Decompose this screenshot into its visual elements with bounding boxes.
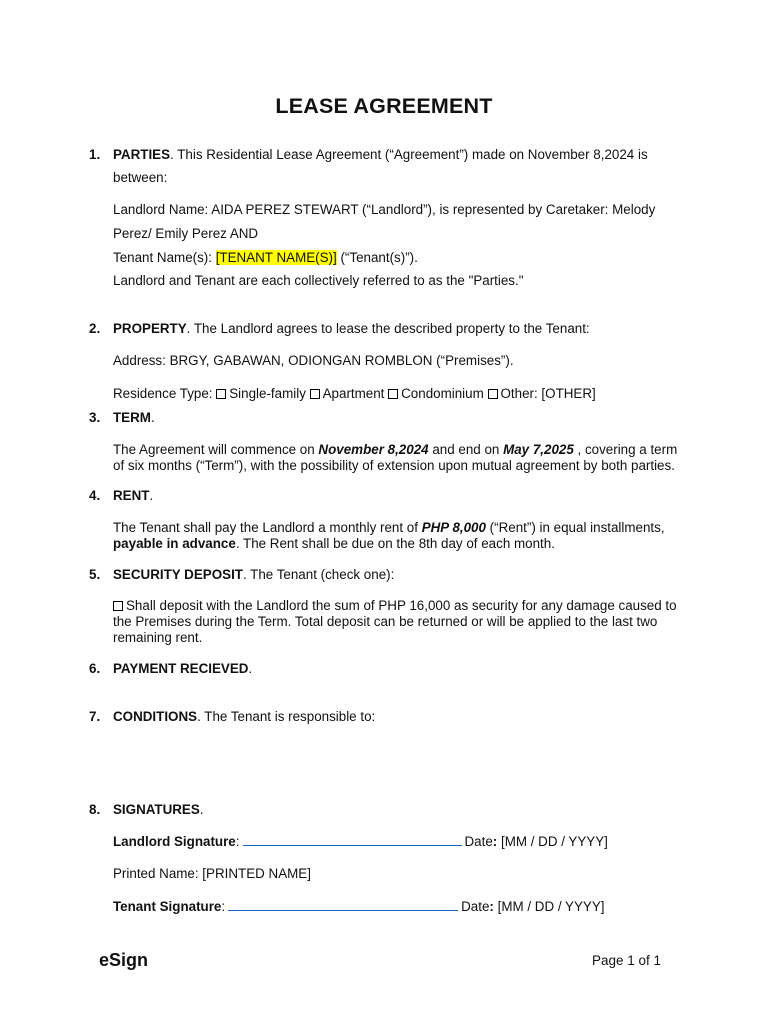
tenant-name-line	[113, 250, 418, 265]
landlord-date-value[interactable]: [MM / DD / YYYY]	[497, 834, 608, 849]
document-title: LEASE AGREEMENT	[275, 94, 493, 118]
payment-heading-row	[113, 661, 252, 676]
heading-dot: .	[150, 410, 155, 425]
rent-text: (“Rent”) in equal installments,	[485, 520, 665, 535]
tenant-signature-line[interactable]	[228, 909, 458, 911]
parties-intro-cont: between:	[113, 170, 168, 185]
rent-text: The Tenant shall pay the Landlord a monthly rent of	[113, 520, 422, 535]
term-text: , covering a term	[573, 442, 678, 457]
rent-advance: payable in advance	[113, 536, 236, 551]
checkbox-icon[interactable]	[388, 389, 398, 399]
tenant-name-placeholder[interactable]: [TENANT NAME(S)]	[215, 250, 337, 265]
rent-amount: PHP 8,000	[421, 520, 486, 535]
rent-heading-row	[113, 488, 153, 503]
deposit-text: Shall deposit with the Landlord the sum of PHP 16,000 as security for any damage caused to	[126, 598, 677, 613]
term-text: and end on	[428, 442, 504, 457]
term-end-date: May 7,2025	[503, 442, 574, 457]
section-number: 2.	[89, 321, 101, 336]
rent-text-line1	[113, 520, 665, 535]
section-heading: SIGNATURES	[113, 802, 200, 817]
section-heading: TERM	[113, 410, 151, 425]
residence-type-label: Residence Type:	[113, 386, 217, 401]
rent-text: . The Rent shall be due on the 8th day of each month.	[235, 536, 555, 551]
heading-dot: .	[248, 661, 253, 676]
deposit-intro-text: . The Tenant (check one):	[242, 567, 395, 582]
checkbox-icon[interactable]	[216, 389, 226, 399]
parties-collective-text: Landlord and Tenant are each collectively referred to as the "Parties."	[113, 273, 524, 288]
heading-dot: .	[149, 488, 154, 503]
residence-type-row	[113, 386, 596, 401]
rent-text-line2	[113, 536, 555, 551]
tenant-signature-label: Tenant Signature	[113, 899, 222, 914]
checkbox-icon[interactable]	[310, 389, 320, 399]
section-number: 8.	[89, 802, 101, 817]
tenant-name-label: Tenant Name(s):	[113, 250, 216, 265]
section-number: 3.	[89, 410, 101, 425]
residence-option-apartment[interactable]: Apartment	[310, 386, 385, 401]
parties-intro-text: . This Residential Lease Agreement (“Agreement”) made on November 8,2024 is	[170, 147, 648, 162]
section-number: 6.	[89, 661, 101, 676]
parties-intro	[113, 147, 648, 162]
section-number: 5.	[89, 567, 101, 582]
date-label: Date	[461, 899, 490, 914]
tenant-date-value[interactable]: [MM / DD / YYYY]	[493, 899, 605, 914]
signatures-heading-row	[113, 802, 204, 817]
term-heading-row	[113, 410, 155, 425]
tenant-signature-row	[113, 899, 605, 914]
term-text-line2: of six months (“Term”), with the possibility of extension upon mutual agreement by both parties.	[113, 458, 675, 473]
landlord-signature-line[interactable]	[243, 844, 462, 846]
checkbox-icon[interactable]	[113, 601, 123, 611]
deposit-option	[113, 598, 677, 613]
property-address: Address: BRGY, GABAWAN, ODIONGAN ROMBLON (“Premises”).	[113, 353, 514, 368]
section-heading: PROPERTY	[113, 321, 187, 336]
residence-option-other[interactable]: Other: [OTHER]	[488, 386, 596, 401]
residence-option-single-family[interactable]: Single-family	[216, 386, 306, 401]
date-label: Date	[464, 834, 493, 849]
heading-dot: .	[199, 802, 204, 817]
residence-option-condominium[interactable]: Condominium	[388, 386, 484, 401]
tenant-name-suffix: (“Tenant(s)”).	[336, 250, 418, 265]
section-number: 1.	[89, 147, 101, 162]
section-heading: RENT	[113, 488, 150, 503]
section-number: 4.	[89, 488, 101, 503]
section-number: 7.	[89, 709, 101, 724]
page-number: Page 1 of 1	[592, 953, 662, 968]
section-heading: PARTIES	[113, 147, 171, 162]
conditions-intro-text: . The Tenant is responsible to:	[197, 709, 376, 724]
printed-name[interactable]: Printed Name: [PRINTED NAME]	[113, 866, 311, 881]
label-colon: :	[221, 899, 226, 914]
section-heading: SECURITY DEPOSIT	[113, 567, 243, 582]
label-colon: :	[492, 834, 498, 849]
esign-logo: eSign	[99, 950, 149, 970]
landlord-signature-row	[113, 834, 608, 849]
property-intro	[113, 321, 590, 336]
term-text-line1	[113, 442, 677, 457]
label-colon: :	[489, 899, 494, 914]
deposit-intro	[113, 567, 394, 582]
term-start-date: November 8,2024	[318, 442, 429, 457]
label-colon: :	[235, 834, 240, 849]
deposit-text-line3: remaining rent.	[113, 630, 203, 645]
conditions-intro	[113, 709, 375, 724]
property-intro-text: . The Landlord agrees to lease the described property to the Tenant:	[186, 321, 590, 336]
landlord-name-line-cont: Perez/ Emily Perez AND	[113, 226, 259, 241]
section-heading: PAYMENT RECIEVED	[113, 661, 249, 676]
landlord-name-line: Landlord Name: AIDA PEREZ STEWART (“Landlord”), is represented by Caretaker: Melody	[113, 202, 656, 217]
landlord-signature-label: Landlord Signature	[113, 834, 236, 849]
term-text: The Agreement will commence on	[113, 442, 319, 457]
section-heading: CONDITIONS	[113, 709, 198, 724]
deposit-text-line2: the Premises during the Term. Total deposit can be returned or will be applied to the last two	[113, 614, 658, 629]
checkbox-icon[interactable]	[488, 389, 498, 399]
